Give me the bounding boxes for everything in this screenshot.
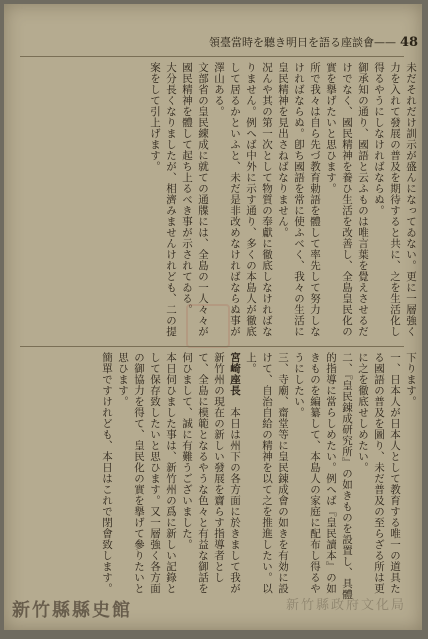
text-column: 三、寺廟、齋堂等に皇民錬成會の如きを有効に設けて、自治自給の精神を以て之を推進したい。以上。 xyxy=(245,352,289,594)
upper-text-block xyxy=(24,62,419,342)
text-column: 大分長くなりましたが、相濟みませんけれども、二の提案をして引上げます。 xyxy=(149,62,177,337)
speaker-paragraph xyxy=(179,352,243,604)
section-rule xyxy=(20,346,404,347)
text-column: 所で我々は自ら先づ教育勅語を體して率先して努力しなければならぬ。卽ち國語を常に使ふべく、我々の生活に皇民精神を見出さねばなりません。 xyxy=(277,62,321,337)
document-page xyxy=(4,4,422,630)
text-column: 二、『皇民錬成研究所』の如きものを設置し、具體的指導に當らしめたい。例へば『皇民讀本』の如きものを編纂して、本島人の家庭に配布し得るやうにしたい。 xyxy=(293,352,353,600)
text-column: 簡單ですけれども、本日はこれで閉會致します。 xyxy=(101,352,113,594)
speaker-label: 宮崎座長 xyxy=(229,352,241,396)
text-column: 未だそれだけ訓示が盛んになってゐない。更に一層強く力を入れて發展の普及を期待すると共に、之を生活化し得るやうにしなければならぬ。 xyxy=(373,62,417,337)
text-column: 下ります。 xyxy=(405,352,417,407)
watermark: 新竹縣政府文化局 xyxy=(286,598,407,613)
lower-text-block xyxy=(24,352,419,604)
header-title: 領臺當時を聽き明日を語る座談會 xyxy=(209,36,374,49)
page-header xyxy=(209,34,419,54)
header-rule xyxy=(20,56,404,57)
page-number: 48 xyxy=(400,35,419,50)
text-column: 本日伺ひました事は、新竹州の爲に新しい記錄として保存致したいと思ひます。又一層強く各方面の御協力を得て、皇民化の實を擧げて參りたいと思ひます。 xyxy=(117,352,177,594)
speaker-text: 本日は州下の各方面に於きまして我が新竹州の現在の新しい發展を齎らす指導者として、全島に模範となるやうな色々と有益な御話を伺ひまして、誠に有難うございました。 xyxy=(181,352,241,594)
text-column: 文部省の皇民練成に就ての通牒には、全島の一人々々が國民精神を體して起ち上るべき事が示されてゐる。 xyxy=(181,62,209,337)
text-column: 况んや其の第一次として物質の奉獻に徹底しなければなりません。例へば中外に示す通り、多くの本島人が徹底して居るかといふと、未だ是非改めなければならぬ事が澤山ある。 xyxy=(213,62,273,337)
header-dash: —— xyxy=(374,36,396,49)
archive-stamp: 新竹縣縣史館 xyxy=(12,600,132,621)
text-column: 御承知の通り、國語と云ふものは唯言葉を覺えさせるだけでなく、國民精神を養ひ生活を改善し、全島皇民化の實を擧げたいと思ひます。 xyxy=(325,62,369,337)
faint-seal-mark xyxy=(186,304,230,348)
text-column: 一、日本人が日本人として教育する唯一の道具たる國語の普及を圖り、未だ普及の至らざる所は更に之を徹底せしめたい。 xyxy=(357,352,401,594)
